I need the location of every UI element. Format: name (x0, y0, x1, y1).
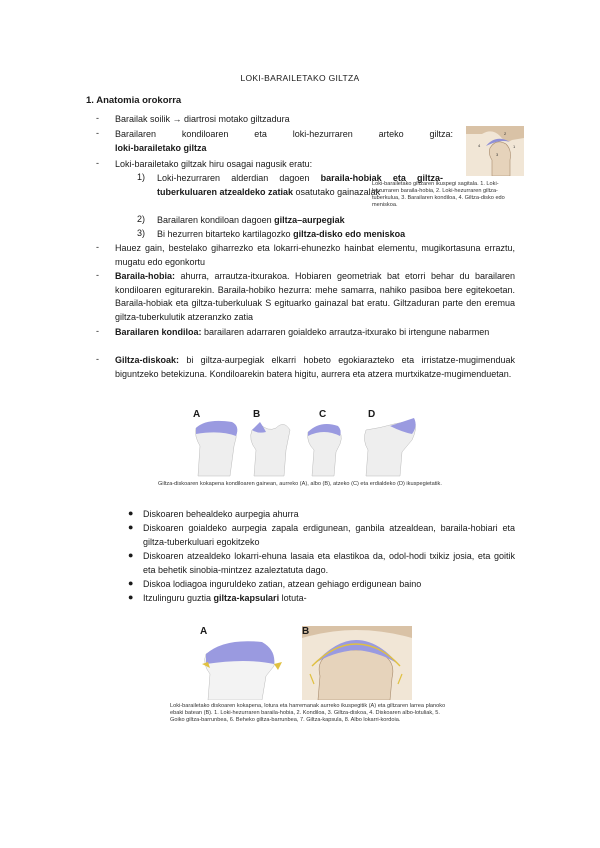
list-item (115, 128, 453, 155)
svg-text:2: 2 (504, 131, 507, 136)
dash-marker: - (96, 326, 99, 336)
figure-label-a: A (193, 409, 201, 420)
figure-label-b: B (253, 409, 261, 420)
sub-bold-text: giltza-disko edo meniskoa (293, 229, 406, 239)
sub-number: 3) (137, 228, 146, 238)
sub-text: Loki-hezurraren alderdian dagoen (157, 173, 321, 183)
bullet-icon: ● (128, 578, 134, 588)
arrow-icon: → (172, 114, 182, 124)
figure-sagittal-joint (466, 126, 524, 176)
list-item (115, 270, 515, 324)
item-text: barailaren adarraren goialdeko arrautza-itxurako bi irtengune nabarmen (201, 327, 490, 337)
figure-label-c: C (319, 409, 327, 420)
sub-item (157, 228, 477, 242)
bullet-text: lotuta- (279, 593, 307, 603)
sub-number: 2) (137, 214, 146, 224)
bullet-item: Diskoaren atzealdeko lokarri-ehuna lasaia eta elastikoa da, odol-hodi txikiz josia, eta goitik eta behetik sinobia-mintzez azaleztatuta dago. (143, 551, 515, 575)
item-bold-text: loki-barailetako giltza (115, 142, 207, 153)
sub-bold-text: baraila-hobiak eta giltza-tuberkuluaren atzealdeko zatiak (157, 173, 443, 197)
sub-text: osatutako gainazalak (293, 186, 381, 197)
figure-caption: Loki-barailetako diskoaren kokapena, lotura eta harremanak aurreko ikuspegitik (A) eta giltzaren larrea planoko ebaki batean (B). 1. Loki-hezurraren baraila-hobia, 2. Kondiloa, 3. Giltza-diskoa, 4. Diskoaren albo-lotuliak, 5. Goiko giltza-barrunbea, 6. Beheko giltza-barrunbea, 7. Giltza-kapsula, 8. Albo lokarri-kordoia. (170, 703, 446, 723)
list-item (115, 326, 515, 340)
figure-caption: Loki-barailetako giltzaren ikuspegi sagitala. 1. Loki-hezurraren baraila-hobia, 2. Loki-hezurraren giltza-tuberkulua, 3. Barailaren kondiloa, 4. Giltza-disko edo meniskoa. (372, 181, 505, 208)
sub-bold-text: giltza–aurpegiak (274, 215, 345, 225)
bullet-icon: ● (128, 508, 134, 518)
item-text: diartrosi motako giltzadura (181, 114, 290, 124)
item-text: ahurra, arrautza-itxurakoa. Hobiaren geometriak bat etorri behar du barailaren kondiloaren egiturarekin. Baraila-hobiko hezurra: mehe samarra, nahiko pasiboa bere egitekoetan. Baraila-hobiak eta giltza-tuberkuluak S egituarko gainazal bat eratu. Giltzaduran parte den eremua giltza-tuberkulutik atzeranzko zatia (115, 271, 515, 322)
dash-marker: - (96, 242, 99, 252)
item-text: bi giltza-aurpegiak elkarri hobeto egokiarazteko eta irristatze-mugimenduak biguntzeko betekizuna. Kondiloarekin batera higitu, aurrera eta atzera murtxikatze-mugimenduetan. (115, 355, 515, 379)
dash-marker: - (96, 270, 99, 280)
svg-text:1: 1 (513, 144, 516, 149)
item-bold-text: Barailaren kondiloa: (115, 327, 202, 337)
sub-text: Bi hezurren bitarteko kartilagozko (157, 229, 294, 239)
bullet-item: Diskoaren goialdeko aurpegia zapala erdigunean, ganbila atzealdean, baraila-hobiari eta giltza-tuberkuluari egokitzeko (143, 523, 515, 547)
bullet-text: Itzulinguru guztia (143, 593, 214, 603)
sub-text: Barailaren kondiloan dagoen (157, 215, 275, 225)
item-text: Barailak soilik (115, 114, 173, 124)
figure-caption: Giltza-diskoaren kokapena kondiloaren gainean, aurreko (A), albo (B), atzeko (C) eta erdialdeko (D) ikuspegietatik. (158, 481, 442, 487)
list-item: Loki-barailetako giltzak hiru osagai nagusik eratu: (115, 159, 313, 169)
item-text: Barailaren kondiloaren eta loki-hezurraren arteko giltza: (115, 129, 453, 139)
bullet-item: Diskoaren behealdeko aurpegia ahurra (143, 509, 299, 519)
dash-marker: - (96, 354, 99, 364)
dash-marker: - (96, 113, 99, 123)
sub-item (157, 214, 443, 228)
bullet-bold-text: giltza-kapsulari (213, 593, 280, 603)
figure-label-a: A (200, 626, 208, 637)
page-title: LOKI-BARAILETAKO GILTZA (240, 73, 360, 83)
bullet-icon: ● (128, 550, 134, 560)
bullet-item: Diskoa lodiagoa inguruldeko zatian, atzean gehiago erdigunean baino (143, 579, 422, 589)
bullet-item (143, 592, 515, 606)
list-item (115, 354, 515, 381)
figure-label-d: D (368, 409, 376, 420)
figure-label-b: B (302, 626, 310, 637)
figure-disc-views (190, 406, 420, 478)
sub-number: 1) (137, 172, 146, 182)
dash-marker: - (96, 158, 99, 168)
bullet-icon: ● (128, 592, 134, 602)
list-item (115, 113, 515, 127)
item-bold-text: Giltza-diskoak: (115, 355, 180, 365)
dash-marker: - (96, 128, 99, 138)
bullet-icon: ● (128, 522, 134, 532)
list-item: Hauez gain, bestelako giharrezko eta lokarri-ehunezko hainbat elementu, mugikortasuna erraztu, mugatu edo egonkortu (115, 243, 515, 267)
item-bold-text: Baraila-hobia: (115, 271, 176, 281)
section-heading: 1. Anatomia orokorra (86, 95, 182, 106)
svg-text:4: 4 (478, 143, 481, 148)
svg-text:3: 3 (496, 152, 499, 157)
